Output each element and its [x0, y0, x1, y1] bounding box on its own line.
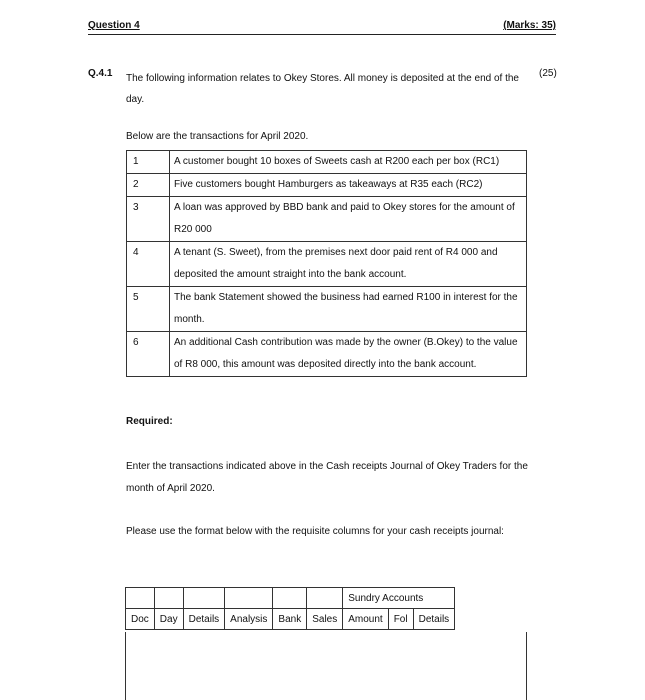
format-instruction-text: Please use the format below with the requisite columns for your cash receipts journal: — [126, 526, 504, 537]
column-header-details: Details — [183, 609, 225, 630]
journal-cell — [273, 588, 307, 609]
journal-cell — [183, 588, 225, 609]
journal-group-header-row — [126, 588, 455, 609]
table-row — [127, 151, 527, 174]
question-marks: (Marks: 35) — [503, 20, 556, 31]
transaction-number: 4 — [127, 242, 170, 287]
journal-cell — [225, 588, 273, 609]
journal-cell — [126, 588, 155, 609]
journal-cell — [154, 588, 183, 609]
transactions-heading: Below are the transactions for April 2020. — [126, 131, 309, 142]
transaction-text: A loan was approved by BBD bank and paid to Okey stores for the amount of R20 000 — [170, 197, 527, 242]
question-header — [88, 20, 556, 35]
sub-question-marks: (25) — [539, 68, 557, 79]
transaction-text: Five customers bought Hamburgers as takeaways at R35 each (RC2) — [170, 174, 527, 197]
transaction-text: A tenant (S. Sweet), from the premises next door paid rent of R4 000 and deposited the amount straight into the bank account. — [170, 242, 527, 287]
transaction-text: An additional Cash contribution was made by the owner (B.Okey) to the value of R8 000, this amount was deposited directly into the bank account. — [170, 332, 527, 377]
transaction-number: 2 — [127, 174, 170, 197]
column-header-fol: Fol — [388, 609, 413, 630]
column-header-sales: Sales — [307, 609, 343, 630]
column-header-amount: Amount — [343, 609, 388, 630]
question-title: Question 4 — [88, 20, 140, 31]
table-row — [127, 174, 527, 197]
table-row — [127, 287, 527, 332]
table-row — [127, 332, 527, 377]
transaction-number: 3 — [127, 197, 170, 242]
required-label: Required: — [126, 416, 173, 427]
cash-receipts-journal-format — [125, 587, 455, 630]
sundry-accounts-header: Sundry Accounts — [343, 588, 455, 609]
sub-question-number: Q.4.1 — [88, 68, 113, 79]
column-header-sundry-details: Details — [413, 609, 455, 630]
column-header-bank: Bank — [273, 609, 307, 630]
journal-column-header-row — [126, 609, 455, 630]
transaction-number: 6 — [127, 332, 170, 377]
transaction-number: 1 — [127, 151, 170, 174]
journal-cell — [307, 588, 343, 609]
transaction-text: A customer bought 10 boxes of Sweets cash at R200 each per box (RC1) — [170, 151, 527, 174]
table-border-left — [125, 632, 126, 700]
table-row — [127, 242, 527, 287]
transaction-number: 5 — [127, 287, 170, 332]
sub-question-intro: The following information relates to Okey Stores. All money is deposited at the end of the day. — [126, 73, 519, 105]
column-header-doc: Doc — [126, 609, 155, 630]
column-header-day: Day — [154, 609, 183, 630]
column-header-analysis: Analysis — [225, 609, 273, 630]
transaction-text: The bank Statement showed the business had earned R100 in interest for the month. — [170, 287, 527, 332]
instruction-text: Enter the transactions indicated above in the Cash receipts Journal of Okey Traders for the month of April 2020. — [126, 461, 528, 494]
table-row — [127, 197, 527, 242]
table-border-right — [526, 632, 527, 700]
transactions-table — [126, 150, 527, 377]
